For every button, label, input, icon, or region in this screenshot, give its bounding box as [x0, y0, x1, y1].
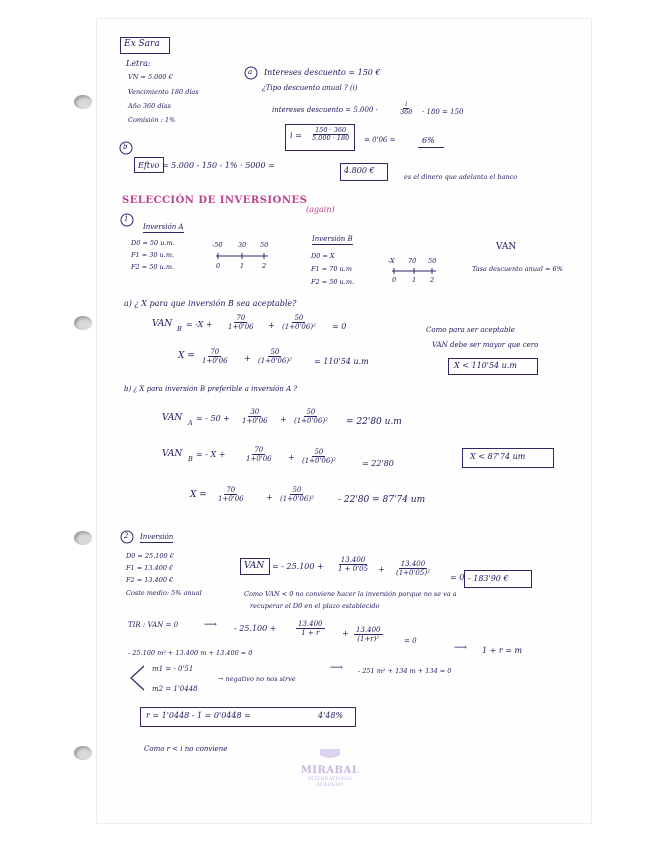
part-b-efectivo: Eftvo = 5.000 - 150 - 1% · 5000 = [138, 161, 275, 170]
timeline-a-line [214, 252, 274, 260]
stamp-line1: MIRABAL [300, 765, 360, 776]
ej2-van-label: VAN [244, 561, 265, 571]
marker-a: a [248, 68, 253, 76]
tir-frac-a [296, 620, 325, 637]
qa-frac-50-num: 50 [294, 314, 304, 322]
tir-res: = 0 [404, 637, 417, 645]
qb-x-frac-50-num: 50 [292, 486, 302, 494]
vanb-frac-50-num: 50 [314, 448, 324, 456]
part-a-line2: ¿Tipo descuento anual ? (i) [262, 84, 358, 92]
ej2-van-eq: = - 25.100 + [272, 562, 324, 571]
conclusion: Como r < i no conviene [144, 745, 228, 753]
vana-frac-30 [240, 408, 270, 425]
timeline-b-v2: 50 [428, 257, 437, 265]
tir-frac-a-num: 13.400 [298, 620, 323, 628]
inv-b-f2: F2 = 50 u.m. [311, 278, 355, 286]
ej2-eq: = 0 [450, 573, 465, 582]
roots-bracket [128, 664, 146, 692]
punch-hole-1 [74, 95, 92, 109]
ej1-number: 1 [124, 215, 129, 223]
ej2-frac-b-den: (1+0'05)² [396, 569, 430, 578]
vanb-sub: B [188, 455, 193, 463]
letra-ano: Año 360 días [128, 102, 171, 110]
qa-x-res: = 110'54 u.m [314, 357, 369, 366]
vanb-frac-70-num: 70 [254, 446, 264, 454]
timeline-b-t1: 1 [412, 276, 417, 284]
root-m2: m2 = 1'0448 [152, 685, 198, 693]
poly-eq: - 25.100 m² + 13.400 m + 13.400 = 0 [128, 649, 253, 657]
part-a-frac-num: i [405, 100, 408, 108]
ej2-note2: recuperar el D0 en el plazo establecido [250, 602, 380, 610]
timeline-b-v0: -X [388, 257, 395, 265]
timeline-a-t1: 1 [240, 262, 245, 270]
timeline-a-t0: 0 [216, 262, 221, 270]
qa-plus: + [268, 321, 275, 330]
part-b-note: es el dinero que adelanta el banco [404, 173, 518, 181]
vana-frac-50 [292, 408, 330, 425]
vana-plus: + [280, 415, 287, 424]
vana-frac-30-num: 30 [250, 408, 260, 416]
poly-arrow: ⟶ [330, 663, 343, 673]
qb-x: X = [190, 490, 207, 500]
tasa-descuento: Tasa descuento anual = 6% [472, 265, 563, 273]
ej2-frac-a-den: 1 + 0'05 [338, 565, 369, 574]
qa-van-sub: B [177, 325, 182, 333]
inv-b-d0: D0 = X [311, 252, 335, 260]
ej2-plus: + [378, 565, 385, 574]
tir-arrow-2: ⟶ [454, 643, 467, 653]
vanb: VAN [162, 449, 183, 459]
stamp-shield-icon [318, 747, 342, 761]
part-a-frac-den: 360 [400, 108, 413, 117]
vana-frac-50-num: 50 [306, 408, 316, 416]
inv-b-f1: F1 = 70 u.m [311, 265, 352, 273]
qb-x-plus: + [266, 493, 273, 502]
vana-frac-50-den: (1+0'06)² [294, 417, 328, 426]
vana-eq: = - 50 + [196, 414, 230, 423]
qa-frac-70 [226, 314, 256, 331]
ej2-f2: F2 = 13.400 € [126, 576, 174, 584]
letra-comision: Comisión : 1% [128, 116, 176, 124]
qa-x-frac-50-den: (1+0'06)² [258, 357, 292, 366]
part-a-formula-mid: = 0'06 = [364, 136, 396, 144]
qb-x-frac-70 [216, 486, 246, 503]
inv-b-title: Inversión B [312, 235, 353, 243]
tir-frac-b [354, 626, 383, 643]
tir-label: TIR : VAN = 0 [128, 621, 179, 629]
part-a-line1: Intereses descuento = 150 € [264, 68, 381, 77]
punch-hole-2 [74, 316, 92, 330]
vana-res: = 22'80 u.m [346, 417, 402, 427]
qa-x-frac-70 [200, 348, 230, 365]
vanb-eq: = - X + [196, 450, 226, 459]
qa-frac-50 [280, 314, 318, 331]
qb-result: X < 87'74 um [470, 452, 526, 461]
punch-hole-4 [74, 746, 92, 760]
root-m1-note: → negativo no nos sirve [218, 675, 296, 683]
question-b: b) ¿ X para inversión B preferible a inversión A ? [124, 385, 298, 393]
qb-x-res: - 22'80 = 87'74 um [338, 495, 426, 505]
r-eq: r = 1'0448 - 1 = 0'0448 = [146, 711, 251, 720]
part-b-result: 4.800 € [344, 166, 375, 175]
vanb-frac-70-den: 1+0'06 [246, 455, 272, 464]
ej2-frac-a-num: 13.400 [340, 556, 366, 564]
timeline-a-v2: 50 [260, 241, 269, 249]
timeline-a-v1: 30 [238, 241, 247, 249]
letra-vn: VN = 5.000 € [128, 73, 173, 81]
vanb-frac-50 [300, 448, 338, 465]
qa-x-frac-50-num: 50 [270, 348, 280, 356]
vanb-res: = 22'80 [362, 459, 394, 468]
timeline-b-t0: 0 [392, 276, 397, 284]
part-a-formula-num: 150 · 360 [315, 126, 347, 134]
question-a: a) ¿ X para que inversión B sea aceptable? [124, 299, 297, 308]
qa-note2: VAN debe ser mayor que cero [432, 341, 539, 349]
stamp-line2: INTERNATIONAL [307, 776, 353, 782]
vana-frac-30-den: 1+0'06 [242, 417, 268, 426]
part-a-formula-den: 5.000 · 180 [312, 134, 350, 143]
root-m1: m1 = - 0'51 [152, 665, 194, 673]
qb-x-frac-50 [278, 486, 316, 503]
timeline-a-v0: -50 [212, 241, 223, 249]
qa-frac-70-num: 70 [236, 314, 246, 322]
tir-frac-a-den: 1 + r [301, 629, 320, 638]
timeline-b-v1: 70 [408, 257, 417, 265]
qb-x-frac-70-den: 1+0'06 [218, 495, 244, 504]
part-a-formula-left: i = [290, 131, 302, 140]
section-title: SELECCIÓN DE INVERSIONES [122, 195, 308, 206]
tir-eq: - 25.100 + [234, 624, 277, 633]
punch-hole-3 [74, 531, 92, 545]
tir-arrow: ⟶ [204, 620, 217, 630]
tir-frac-b-num: 13.400 [356, 626, 381, 634]
qa-x-frac-70-den: 1+0'06 [202, 357, 228, 366]
inv-a-f1: F1 = 30 u.m. [131, 251, 175, 259]
vana: VAN [162, 413, 183, 423]
part-a-result: 6% [422, 136, 435, 145]
ej2-f1: F1 = 13.400 € [126, 564, 174, 572]
header-title: Ex Sara [124, 39, 160, 49]
ej2-van-result: - 183'90 € [468, 574, 509, 583]
inv-a-f2: F2 = 50 u.m. [131, 263, 175, 271]
qa-result: X < 110'54 u.m [454, 361, 517, 370]
tir-frac-b-den: (1+r)² [357, 635, 380, 644]
ej2-title: Inversión [140, 533, 174, 541]
inv-a-d0: D0 = 50 u.m. [131, 239, 175, 247]
qa-x-plus: + [244, 354, 251, 363]
vana-sub: A [188, 419, 193, 427]
qa-eq1: = -X + [186, 320, 213, 329]
letra-label: Letra: [126, 59, 151, 68]
ej2-frac-a [336, 556, 370, 573]
timeline-a-t2: 2 [262, 262, 267, 270]
poly-eq-2: - 251 m² + 134 m + 134 = 0 [358, 667, 452, 675]
vanb-frac-50-den: (1+0'06)² [302, 457, 336, 466]
r-result: 4'48% [318, 711, 344, 720]
stamp-line3: ACADEMY [316, 782, 344, 788]
qa-eq0: = 0 [332, 322, 347, 331]
part-a-line3-right: · 180 = 150 [422, 108, 464, 116]
qa-note1: Como para ser aceptable [426, 326, 515, 334]
van-label: VAN [496, 242, 517, 252]
qa-x-frac-70-num: 70 [210, 348, 220, 356]
qa-frac-50-den: (1+0'06)² [282, 323, 316, 332]
tir-sub: 1 + r = m [482, 646, 523, 655]
qa-van: VAN [152, 319, 173, 329]
qb-x-frac-50-den: (1+0'06)² [280, 495, 314, 504]
inv-a-title: Inversión A [143, 223, 184, 231]
ej2-frac-b [394, 560, 432, 577]
marker-b: b [123, 143, 128, 151]
part-a-line3-left: intereses descuento = 5.000 · [272, 106, 378, 114]
qa-x: X = [178, 351, 195, 361]
part-a-formula-fraction [310, 127, 351, 143]
qa-x-frac-50 [256, 348, 294, 365]
ej2-d0: D0 = 25.100 € [126, 552, 174, 560]
vanb-frac-70 [244, 446, 274, 463]
part-a-fraction [398, 101, 414, 117]
ej2-frac-b-num: 13.400 [400, 560, 426, 568]
qb-x-frac-70-num: 70 [226, 486, 236, 494]
section-again: (again) [306, 205, 335, 214]
ej2-note1: Como VAN < 0 no conviene hacer la inversión porque no se va a [244, 590, 457, 598]
ej2-number: 2 [124, 532, 129, 540]
timeline-b-line [390, 267, 442, 275]
vanb-plus: + [288, 453, 295, 462]
timeline-b-t2: 2 [430, 276, 435, 284]
ej2-coste: Coste medio: 5% anual [126, 589, 202, 597]
letra-vencimiento: Vencimiento 180 días [128, 88, 199, 96]
tir-plus: + [342, 629, 349, 638]
academy-stamp [296, 746, 364, 790]
qa-frac-70-den: 1+0'06 [228, 323, 254, 332]
